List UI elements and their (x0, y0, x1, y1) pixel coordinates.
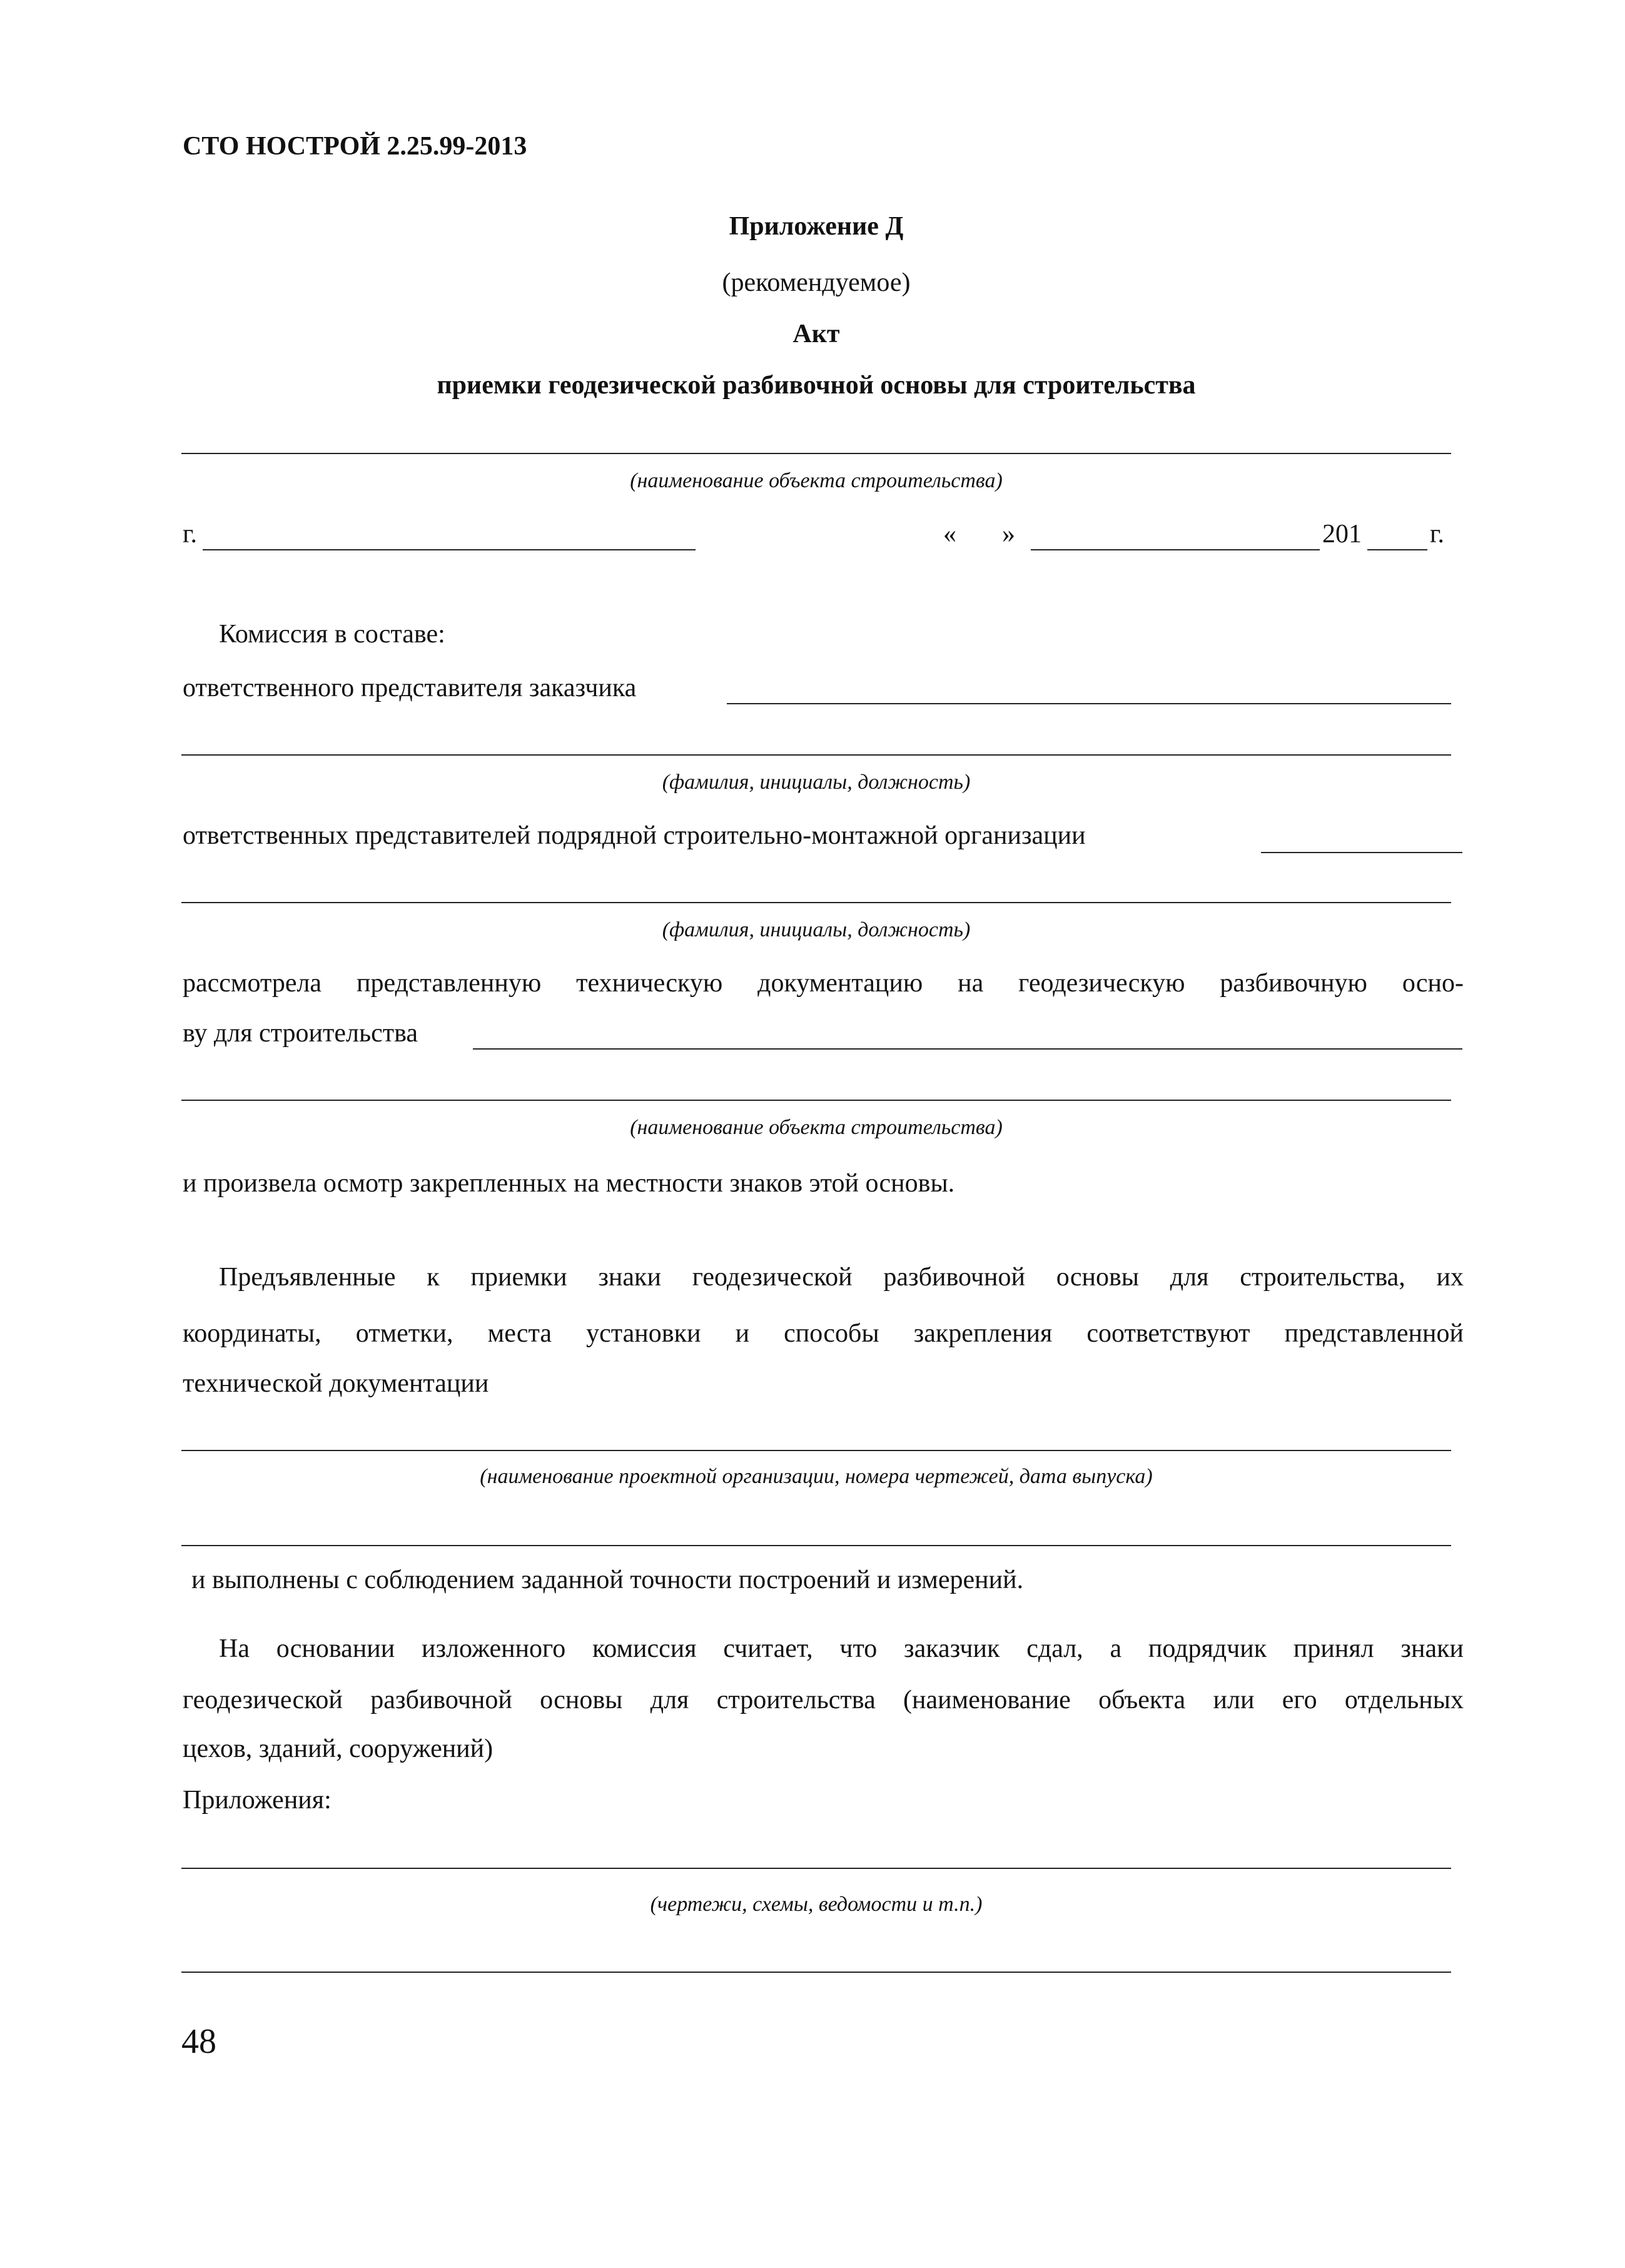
attachments-field (181, 1868, 1451, 1869)
presented-line-3: технической документации (183, 1369, 489, 1398)
act-subtitle: приемки геодезической разбивочной основы для строительства (437, 371, 1196, 400)
date-field (1031, 549, 1320, 550)
presented-line-1: Предъявленные к приемки знаки геодезической разбивочной основы для строительства, их (219, 1263, 1464, 1292)
design-org-caption: (наименование проектной организации, номера чертежей, дата выпуска) (480, 1465, 1153, 1488)
contractor-rep-label: ответственных представителей подрядной строительно-монтажной организации (183, 821, 1086, 850)
contractor-rep-caption: (фамилия, инициалы, должность) (662, 918, 971, 941)
page-number: 48 (181, 2022, 216, 2061)
document-code: СТО НОСТРОЙ 2.25.99-2013 (183, 132, 527, 161)
customer-rep-caption: (фамилия, инициалы, должность) (662, 771, 971, 794)
customer-rep-field (727, 703, 1451, 704)
appendix-title: Приложение Д (729, 212, 904, 241)
conclusion-line-3: цехов, зданий, сооружений) (183, 1734, 494, 1763)
attachments-field-2 (181, 1972, 1451, 1973)
object-name-caption: (наименование объекта строительства) (630, 469, 1003, 492)
customer-rep-field-2 (181, 754, 1451, 756)
presented-line-2: координаты, отметки, места установки и способы закрепления соответствуют представленной (183, 1319, 1464, 1348)
construction-object-field-2 (181, 1100, 1451, 1101)
conclusion-line-2: геодезической разбивочной основы для строительства (наименование объекта или его отдельных (183, 1686, 1464, 1714)
attachments-caption: (чертежи, схемы, ведомости и т.п.) (650, 1893, 983, 1916)
city-field (203, 549, 696, 550)
date-quote-close: » (1002, 520, 1015, 549)
act-title: Акт (792, 320, 840, 348)
object-name-field (181, 453, 1451, 454)
construction-object-field (473, 1048, 1462, 1050)
city-prefix: г. (183, 520, 197, 549)
design-org-field-2 (181, 1545, 1451, 1546)
appendix-note: (рекомендуемое) (722, 268, 911, 297)
commission-label: Комиссия в составе: (219, 620, 445, 649)
year-suffix: г. (1430, 520, 1444, 549)
construction-object-caption: (наименование объекта строительства) (630, 1116, 1003, 1139)
executed-text: и выполнены с соблюдением заданной точности построений и измерений. (191, 1566, 1024, 1594)
conclusion-line-1: На основании изложенного комиссия считает, что заказчик сдал, а подрядчик принял знаки (219, 1634, 1464, 1663)
contractor-rep-field-2 (181, 902, 1451, 903)
design-org-field (181, 1450, 1451, 1451)
reviewed-line-1: рассмотрела представленную техническую документацию на геодезическую разбивочную осно- (183, 969, 1464, 998)
attachments-label: Приложения: (183, 1786, 332, 1815)
date-quote-open: « (943, 520, 956, 549)
year-field (1367, 549, 1427, 550)
inspected-text: и произвела осмотр закрепленных на местности знаков этой основы. (183, 1169, 955, 1198)
contractor-rep-field (1261, 852, 1462, 853)
reviewed-line-2: ву для строительства (183, 1019, 418, 1048)
year-prefix: 201 (1322, 520, 1362, 549)
customer-rep-label: ответственного представителя заказчика (183, 674, 637, 702)
